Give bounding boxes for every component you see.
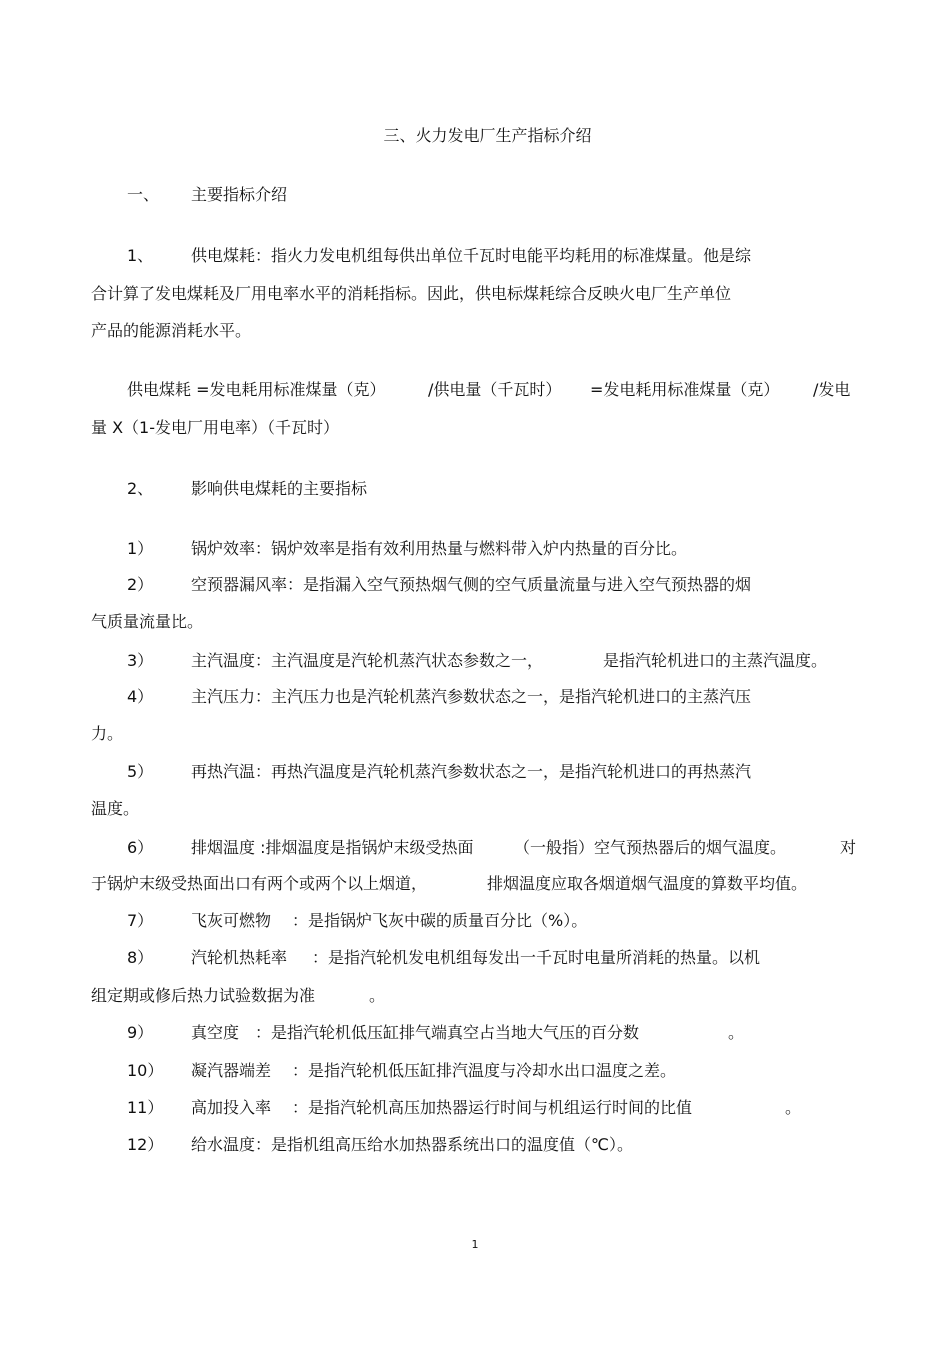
paragraph-line: 供电煤耗：指火力发电机组每供出单位千瓦时电能平均耗用的标准煤量。他是综 xyxy=(191,246,752,265)
formula-line: 量 X（1-发电厂用电率）（千瓦时） xyxy=(91,418,340,437)
indicator-continuation: 于锅炉末级受热面出口有两个或两个以上烟道， xyxy=(91,874,428,893)
indicator-continuation: 气质量流量比。 xyxy=(91,612,204,631)
indicator-text: 真空度 xyxy=(191,1023,240,1042)
formula-part: /供电量（千瓦时） xyxy=(428,380,562,399)
indicator-continuation: 温度。 xyxy=(91,799,140,818)
indicator-number: 6） xyxy=(127,838,154,857)
paragraph-line: 合计算了发电煤耗及厂用电率水平的消耗指标。因此，供电标煤耗综合反映火电厂生产单位 xyxy=(91,284,732,303)
indicator-number: 10） xyxy=(127,1061,164,1080)
indicator-text: 是指汽轮机进口的主蒸汽温度。 xyxy=(603,651,828,670)
indicator-text: 空预器漏风率：是指漏入空气预热烟气侧的空气质量流量与进入空气预热器的烟 xyxy=(191,575,752,594)
indicator-text: 对 xyxy=(840,838,857,857)
indicator-text: 主汽压力：主汽压力也是汽轮机蒸汽参数状态之一，是指汽轮机进口的主蒸汽压 xyxy=(191,687,752,706)
indicator-text: 主汽温度：主汽温度是汽轮机蒸汽状态参数之一， xyxy=(191,651,544,670)
indicator-text: 飞灰可燃物 xyxy=(191,911,272,930)
indicator-number: 9） xyxy=(127,1023,154,1042)
formula-part: 供电煤耗 =发电耗用标准煤量（克） xyxy=(127,380,386,399)
section-number: 一、 xyxy=(127,185,160,204)
page-number: 1 xyxy=(471,1238,479,1251)
indicator-number: 1） xyxy=(127,539,154,558)
indicator-number: 12） xyxy=(127,1135,164,1154)
item-number: 2、 xyxy=(127,479,154,498)
item-heading: 影响供电煤耗的主要指标 xyxy=(191,479,368,498)
indicator-number: 3） xyxy=(127,651,154,670)
indicator-text: ：是指锅炉飞灰中碳的质量百分比（%）。 xyxy=(292,911,588,930)
indicator-continuation: 力。 xyxy=(91,724,124,743)
item-number: 1、 xyxy=(127,246,154,265)
indicator-text: ：是指汽轮机低压缸排气端真空占当地大气压的百分数 xyxy=(255,1023,640,1042)
indicator-text: ：是指汽轮机低压缸排汽温度与冷却水出口温度之差。 xyxy=(292,1061,677,1080)
indicator-text: 。 xyxy=(728,1023,745,1042)
indicator-number: 4） xyxy=(127,687,154,706)
indicator-number: 2） xyxy=(127,575,154,594)
indicator-text: 。 xyxy=(785,1098,802,1117)
indicator-continuation: 排烟温度应取各烟道烟气温度的算数平均值。 xyxy=(487,874,808,893)
page-title: 三、火力发电厂生产指标介绍 xyxy=(383,126,592,145)
indicator-text: 锅炉效率：锅炉效率是指有效利用热量与燃料带入炉内热量的百分比。 xyxy=(191,539,688,558)
indicator-number: 8） xyxy=(127,948,154,967)
indicator-number: 7） xyxy=(127,911,154,930)
indicator-text: 凝汽器端差 xyxy=(191,1061,272,1080)
formula-part: /发电 xyxy=(813,380,851,399)
section-heading: 主要指标介绍 xyxy=(191,185,288,204)
indicator-text: 汽轮机热耗率 xyxy=(191,948,288,967)
paragraph-line: 产品的能源消耗水平。 xyxy=(91,321,252,340)
indicator-text: ：是指汽轮机发电机组每发出一千瓦时电量所消耗的热量。以机 xyxy=(312,948,761,967)
indicator-number: 11） xyxy=(127,1098,164,1117)
indicator-text: 高加投入率 xyxy=(191,1098,272,1117)
indicator-number: 5） xyxy=(127,762,154,781)
indicator-continuation: 组定期或修后热力试验数据为准 xyxy=(91,986,316,1005)
indicator-text: 排烟温度 :排烟温度是指锅炉末级受热面 xyxy=(191,838,474,857)
indicator-text: 再热汽温：再热汽温度是汽轮机蒸汽参数状态之一，是指汽轮机进口的再热蒸汽 xyxy=(191,762,752,781)
indicator-text: （一般指）空气预热器后的烟气温度。 xyxy=(514,838,787,857)
indicator-text: 给水温度：是指机组高压给水加热器系统出口的温度值（℃）。 xyxy=(191,1135,633,1154)
formula-part: =发电耗用标准煤量（克） xyxy=(590,380,780,399)
indicator-text: ：是指汽轮机高压加热器运行时间与机组运行时间的比值 xyxy=(292,1098,693,1117)
indicator-continuation: 。 xyxy=(369,986,386,1005)
